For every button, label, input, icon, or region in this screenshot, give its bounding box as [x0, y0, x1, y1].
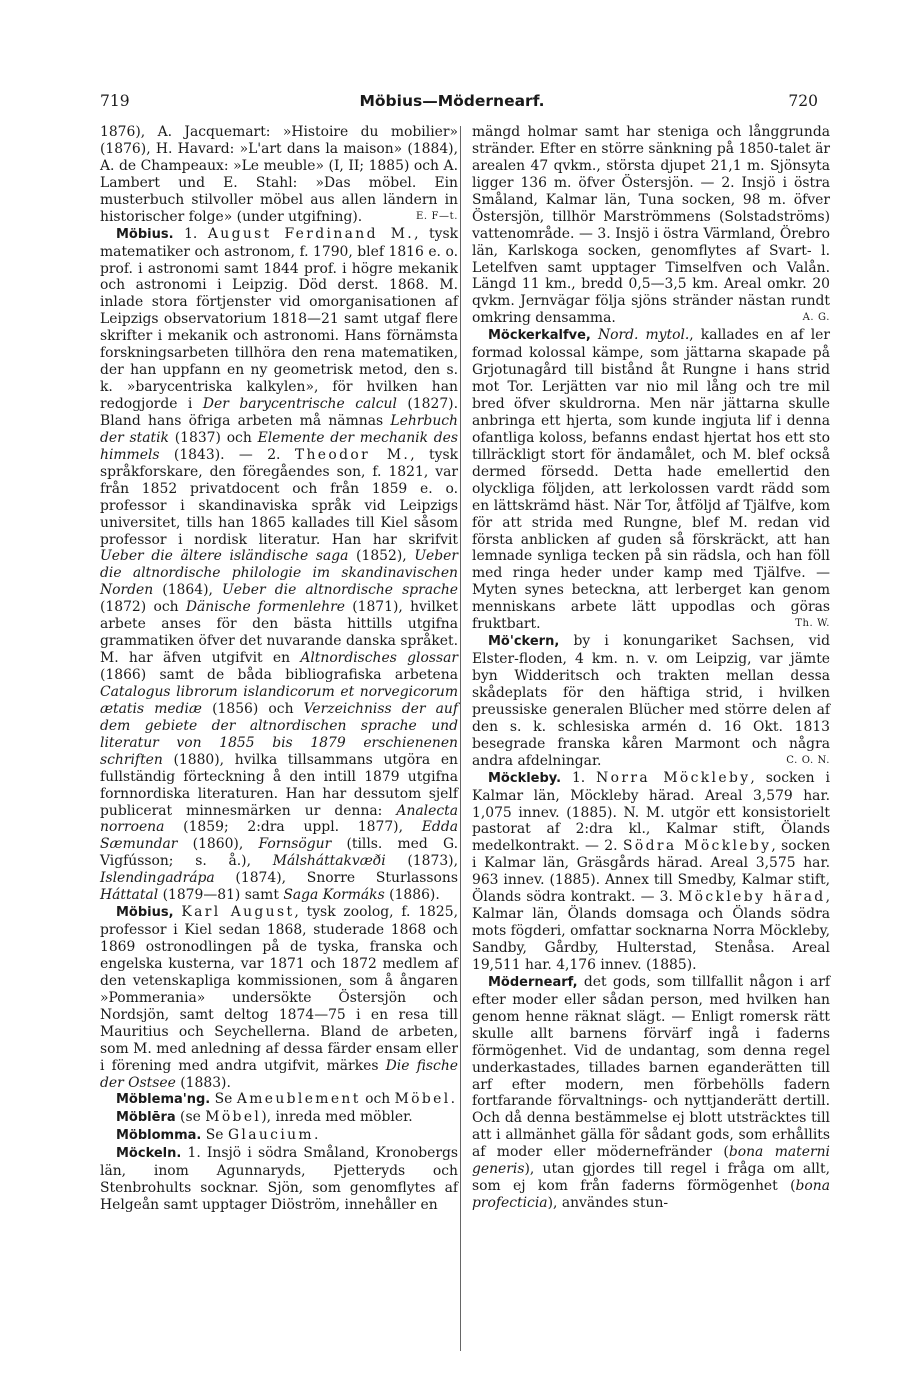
headword: Möckeln.: [116, 1146, 182, 1162]
entry-moblera: Möblēra (se Möbel), inreda med möbler.: [116, 1109, 413, 1126]
entry-mockleby: Möckleby. 1. Norra Möckleby, socken i Kalmar län, Möckleby härad. Areal 3,579 har. 1,075 innev. (1885). N. M. utgör ett konsistorielt pastorat af 2:dra kl., Kalmar stift, Ölands medelkontrakt. — 2. Södra Möckleby, socken i Kalmar län, Gräsgårds härad. Areal 3,575 har. 963 innev. (1885). Annex till Smedby, Kalmar stift, Ölands södra kontrakt. — 3. Möckleby härad, Kalmar län, Ölands domsaga och Ölands södra mots fögderi, omfattar socknarna Norra Möckleby, Sandby, Gårdby, Hulterstad, Stenåsa. Areal 19,511 har. 4,176 innev. (1885).: [472, 769, 831, 973]
headword: Mö'ckern,: [488, 634, 560, 650]
entry-moblemang: Möblema'ng. Se Ameublement och Möbel.: [116, 1091, 455, 1108]
headword: Möckerkalfve,: [488, 328, 591, 344]
entry-mobius-karl: Möbius, Karl August, tysk zoolog, f. 1825, professor i Kiel sedan 1868, studerade 1868 och 1869 ostronodlingen på de tyska, franska och engelska kusterna, var 1871 och 1872 medlem af den vetenskapliga kommissionen, som å ångaren »Pommerania» undersökte Östersjön och Nordsjön, samt deltog 1874—75 i en resa till Mauritius och Seychellerna. Bland de arbeten, som M. med anledning af dessa färder ensam eller i förening med andra utgifvit, märkes Die fische der Ostsee (1883).: [100, 904, 458, 1091]
headword: Möblēra: [116, 1110, 176, 1126]
left-column: [100, 124, 458, 1214]
signature: Th. W.: [795, 618, 830, 630]
entry-mockern: Mö'ckern, by i konungariket Sachsen, vid Elster-floden, 4 km. n. v. om Leipzig, var jämte byn Widderitsch och trakten mellan dessa skådeplats för den häftiga strid, i hvilken preussiske generalen Blücher med större delen af den s. k. schlesiska armén d. 16 Okt. 1813 besegrade franska kåren Marmont och några andra afdelningar. C. O. N.: [472, 633, 830, 769]
headword: Möblomma.: [116, 1128, 202, 1144]
headword: Möblema'ng.: [116, 1092, 211, 1108]
entry-moblomma: Möblomma. Se Glaucium.: [116, 1127, 319, 1144]
entry-mobius: Möbius. 1. August Ferdinand M., tysk matematiker och astronom, f. 1790, blef 1816 e. o. prof. i astronomi samt 1844 prof. i högre mekanik och astronomi i Leipzig. Död derst. 1868. M. inlade stora förtjenster vid omorganisationen af Leipzigs observatorium 1818—21 samt utgaf flere skrifter i mekanik och astronomi. Hans förnämsta forskningsarbeten tillhöra den rena matematiken, der han uppfann en ny geometrisk metod, den s. k. »barycentriska kalkylen», för hvilken han redogjorde i Der barycentrische calcul (1827). Bland hans öfriga arbeten må nämnas Lehrbuch der statik (1837) och Elemente der mechanik des himmels (1843). — 2. Theodor M., tysk språkforskare, den föregåendes son, f. 1821, var från 1852 privatdocent och från 1859 e. o. professor i skandinaviska språk vid Leipzigs universitet, tills han 1865 kallades till Kiel såsom professor i nordisk literatur. Han har skrifvit Ueber die ältere isländische saga (1852), Ueber die altnordische philologie im skandinavischen Norden (1864), Ueber die altnordische sprache (1872) och Dänische formenlehre (1871), hvilket arbete anses för den bästa hittills utgifna grammatiken öfver det nuvarande danska språket. M. har äfven utgifvit en Altnordisches glossar (1866) samt de båda bibliografiska arbetena Catalogus librorum islandicorum et norvegicorum ætatis mediæ (1856) och Verzeichniss der auf dem gebiete der altnordischen sprache und literatur von 1855 bis 1879 erschienenen schriften (1880), hvilka tillsammans utgöra en fullständig förteckning å den intill 1879 utgifna fornnordiska literaturen. Han har dessutom sjelf publicerat minnesmärken ur denna: Analecta norroena (1859; 2:dra uppl. 1877), Edda Sæmundar (1860), Fornsögur (tills. med G. Vigfússon; s. å.), Málsháttakvæði (1873), Islendingadrápa (1874), Snorre Sturlassons Háttatal (1879—81) samt Saga Kormáks (1886).: [100, 225, 459, 904]
running-title: Möbius—Mödernearf.: [359, 92, 545, 110]
entry-modernearf: Mödernearf, det gods, som tillfallit någon i arf efter moder eller sådan person, med hvilken han genom henne räknat slägt. — Enligt romersk rätt skulle allt barnens förvärf ingå i faderns förmögenhet. Vid de undantag, som denna regel underkastades, tillades barnen eganderätten till arf efter modern, men förbehölls fadern fortfarande förvaltnings- och nyttjanderätt dertill. Och då denna bestämmelse ej blott utsträcktes till att i allmänhet gälla för sådant gods, som erhållits af moder eller mödernefränder (bona materni generis), utan gjordes till regel i fråga om allt, som ej kom från faderns förmögenhet (bona profecticia), användes stun-: [472, 973, 830, 1212]
entry-mockeln: Möckeln. 1. Insjö i södra Småland, Kronobergs län, inom Agunnaryds, Pjetteryds och Stenbrohults socknar. Sjön, som genomflytes af Helgeån samt upptager Diöström, innehåller en: [100, 1145, 458, 1214]
page-number-right: 720: [788, 92, 818, 110]
page-number-left: 719: [100, 92, 130, 110]
headword: Möbius,: [116, 905, 174, 921]
headword: Mödernearf,: [488, 974, 578, 990]
signature: C. O. N.: [786, 754, 830, 766]
running-header: [0, 92, 904, 118]
entry-mobel-end: 1876), A. Jacquemart: »Histoire du mobilier» (1876), H. Havard: »L'art dans la maison» (1884), A. de Champeaux: »Le meuble» (I, II; 1885) och A. Lambert und E. Stahl: »Das möbel. Ein musterbuch stilvoller möbel aus allen ländern in historischer folge» (under utgifning). E. F—t.: [100, 124, 458, 225]
signature: E. F—t.: [416, 210, 458, 222]
headword: Möckleby.: [488, 770, 562, 786]
entry-mockeln-continued: mängd holmar samt har steniga och långgrunda stränder. Efter en större sänkning på 1850-talet är arealen 47 qvkm., största djupet 21,1 m. Sjönsyta ligger 136 m. öfver Östersjön. — 2. Insjö i östra Småland, Kalmar län, Tuna socken, 98 m. öfver Östersjön, tillhör Marströmmens (Solstadströms) vattenområde. — 3. Insjö i östra Värmland, Örebro län, Karlskoga socken, genomflytes af Svart- l. Letelfven samt upptager Timselfven och Valån. Längd 11 km., bredd 0,5—3,5 km. Areal omkr. 20 qvkm. Jernvägar följa sjöns stränder nästan rundt omkring densamma. A. G.: [472, 124, 830, 327]
signature: A. G.: [802, 312, 830, 324]
entry-mockerkalfve: Möckerkalfve, Nord. mytol., kallades en af ler formad kolossal kämpe, som jättarna skapade på Grjotunagård till bistånd åt Rungne i hans strid mot Tor. Lerjätten var nio mil lång och tre mil bred öfver skuldrorna. Men när jättarna skulle anbringa ett hjerta, som kunde ingjuta lif i denna ofantliga koloss, befanns endast hjertat hos ett sto tillräckligt stort för ändamålet, och M. blef också dermed försedd. Detta hade emellertid den olyckliga följden, att lerkolossen vardt rädd som en lättskrämd häst. När Tor, åtföljd af Tjälfve, kom för att strida med Rungne, blef M. redan vid första anblicken af guden så förskräckt, att han lemnade synliga tecken på sin rädsla, och han föll med ringa heder under kamp med Tjälfve. — Myten synes beteckna, att lerberget kan genom menniskans arbete lätt uppodlas och göras fruktbart. Th. W.: [472, 327, 830, 633]
column-divider: [460, 126, 461, 1351]
right-column: [472, 124, 830, 1212]
headword: Möbius.: [116, 226, 174, 242]
